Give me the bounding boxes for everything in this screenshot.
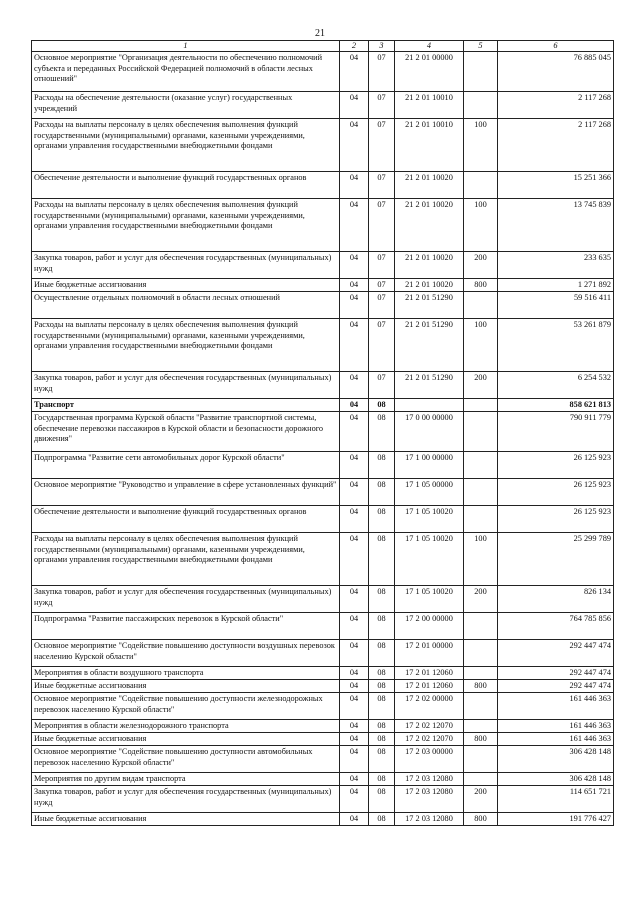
- amount-cell: 59 516 411: [498, 292, 614, 319]
- table-row: [32, 199, 614, 252]
- row-name-cell: Обеспечение деятельности и выполнение функций государственных органов: [32, 172, 340, 199]
- row-name-cell: Расходы на обеспечение деятельности (оказание услуг) государственных учреждений: [32, 92, 340, 119]
- section-code-cell: 04: [340, 172, 369, 199]
- subsection-code-cell: 07: [369, 92, 395, 119]
- column-number-header: 5: [464, 41, 498, 52]
- section-code-cell: 04: [340, 92, 369, 119]
- row-name-cell: Иные бюджетные ассигнования: [32, 813, 340, 826]
- table-row: [32, 452, 614, 479]
- table-row: [32, 786, 614, 813]
- section-code-cell: 04: [340, 452, 369, 479]
- target-article-cell: 21 2 01 10020: [395, 252, 464, 279]
- amount-cell: 15 251 366: [498, 172, 614, 199]
- table-row: [32, 319, 614, 372]
- target-article-cell: 17 1 05 10020: [395, 506, 464, 533]
- expense-type-cell: [464, 92, 498, 119]
- expense-type-cell: [464, 399, 498, 412]
- amount-cell: 76 885 045: [498, 52, 614, 92]
- subsection-code-cell: 08: [369, 773, 395, 786]
- section-code-cell: 04: [340, 412, 369, 452]
- amount-cell: 6 254 532: [498, 372, 614, 399]
- table-row: [32, 279, 614, 292]
- table-row: [32, 586, 614, 613]
- row-name-cell: Иные бюджетные ассигнования: [32, 279, 340, 292]
- target-article-cell: 17 1 05 00000: [395, 479, 464, 506]
- target-article-cell: 17 2 02 12070: [395, 733, 464, 746]
- amount-cell: 292 447 474: [498, 680, 614, 693]
- table-body: [32, 52, 614, 826]
- section-code-cell: 04: [340, 746, 369, 773]
- row-name-cell: Закупка товаров, работ и услуг для обеспечения государственных (муниципальных) нужд: [32, 786, 340, 813]
- expense-type-cell: 100: [464, 533, 498, 586]
- target-article-cell: [395, 399, 464, 412]
- expense-type-cell: [464, 452, 498, 479]
- table-row: [32, 412, 614, 452]
- subsection-code-cell: 07: [369, 279, 395, 292]
- section-code-cell: 04: [340, 399, 369, 412]
- amount-cell: 161 446 363: [498, 720, 614, 733]
- expense-type-cell: [464, 667, 498, 680]
- row-name-cell: Основное мероприятие "Организация деятельности по обеспечению полномочий субъекта и переданных Российской Федерацией полномочий в области лесных отношений": [32, 52, 340, 92]
- table-row: [32, 733, 614, 746]
- expense-type-cell: [464, 746, 498, 773]
- table-row: [32, 252, 614, 279]
- page-number: 21: [315, 28, 325, 39]
- table-row: [32, 479, 614, 506]
- column-number-header: 6: [498, 41, 614, 52]
- amount-cell: 826 134: [498, 586, 614, 613]
- expense-type-cell: [464, 479, 498, 506]
- target-article-cell: 17 2 03 00000: [395, 746, 464, 773]
- subsection-code-cell: 07: [369, 52, 395, 92]
- subsection-code-cell: 08: [369, 680, 395, 693]
- table-row: [32, 172, 614, 199]
- amount-cell: 2 117 268: [498, 92, 614, 119]
- section-code-cell: 04: [340, 292, 369, 319]
- amount-cell: 161 446 363: [498, 733, 614, 746]
- target-article-cell: 17 1 05 10020: [395, 533, 464, 586]
- amount-cell: 292 447 474: [498, 667, 614, 680]
- table-row: [32, 667, 614, 680]
- subsection-code-cell: 08: [369, 786, 395, 813]
- section-code-cell: 04: [340, 119, 369, 172]
- target-article-cell: 21 2 01 10010: [395, 119, 464, 172]
- subsection-code-cell: 08: [369, 693, 395, 720]
- target-article-cell: 21 2 01 51290: [395, 292, 464, 319]
- section-code-cell: 04: [340, 252, 369, 279]
- section-code-cell: 04: [340, 279, 369, 292]
- subsection-code-cell: 08: [369, 452, 395, 479]
- expense-type-cell: 100: [464, 319, 498, 372]
- target-article-cell: 21 2 01 51290: [395, 319, 464, 372]
- subsection-code-cell: 07: [369, 372, 395, 399]
- table-row: [32, 506, 614, 533]
- section-code-cell: 04: [340, 720, 369, 733]
- section-code-cell: 04: [340, 199, 369, 252]
- subsection-code-cell: 07: [369, 199, 395, 252]
- row-name-cell: Иные бюджетные ассигнования: [32, 680, 340, 693]
- subsection-code-cell: 07: [369, 292, 395, 319]
- row-name-cell: Подпрограмма "Развитие пассажирских перевозок в Курской области": [32, 613, 340, 640]
- row-name-cell: Основное мероприятие "Руководство и управление в сфере установленных функций": [32, 479, 340, 506]
- row-name-cell: Транспорт: [32, 399, 340, 412]
- table-row: [32, 680, 614, 693]
- table-row: [32, 813, 614, 826]
- row-name-cell: Основное мероприятие "Содействие повышению доступности железнодорожных перевозок населению Курской области": [32, 693, 340, 720]
- amount-cell: 25 299 789: [498, 533, 614, 586]
- expense-type-cell: 800: [464, 733, 498, 746]
- amount-cell: 292 447 474: [498, 640, 614, 667]
- table-row: [32, 52, 614, 92]
- expense-type-cell: 800: [464, 680, 498, 693]
- target-article-cell: 21 2 01 00000: [395, 52, 464, 92]
- amount-cell: 13 745 839: [498, 199, 614, 252]
- subsection-code-cell: 08: [369, 667, 395, 680]
- section-code-cell: 04: [340, 533, 369, 586]
- target-article-cell: 21 2 01 10020: [395, 279, 464, 292]
- amount-cell: 858 621 813: [498, 399, 614, 412]
- expense-type-cell: 100: [464, 119, 498, 172]
- table-row: [32, 640, 614, 667]
- amount-cell: 1 271 892: [498, 279, 614, 292]
- target-article-cell: 17 1 00 00000: [395, 452, 464, 479]
- amount-cell: 26 125 923: [498, 479, 614, 506]
- table-row: [32, 720, 614, 733]
- expense-type-cell: 200: [464, 252, 498, 279]
- target-article-cell: 17 2 01 00000: [395, 640, 464, 667]
- subsection-code-cell: 07: [369, 119, 395, 172]
- section-code-cell: 04: [340, 680, 369, 693]
- row-name-cell: Расходы на выплаты персоналу в целях обеспечения выполнения функций государственными (муниципальными) органами, казенными учреждениями, органами управления государственными внебюджетными фондами: [32, 119, 340, 172]
- target-article-cell: 17 0 00 00000: [395, 412, 464, 452]
- expense-type-cell: [464, 693, 498, 720]
- expense-type-cell: [464, 613, 498, 640]
- section-code-cell: 04: [340, 773, 369, 786]
- row-name-cell: Иные бюджетные ассигнования: [32, 733, 340, 746]
- subsection-code-cell: 08: [369, 412, 395, 452]
- table-row: [32, 746, 614, 773]
- section-code-cell: 04: [340, 667, 369, 680]
- subsection-code-cell: 07: [369, 319, 395, 372]
- subsection-code-cell: 08: [369, 640, 395, 667]
- expense-type-cell: [464, 773, 498, 786]
- amount-cell: 2 117 268: [498, 119, 614, 172]
- column-number-header: 1: [32, 41, 340, 52]
- row-name-cell: Закупка товаров, работ и услуг для обеспечения государственных (муниципальных) нужд: [32, 372, 340, 399]
- column-number-header: 3: [369, 41, 395, 52]
- section-code-cell: 04: [340, 319, 369, 372]
- section-code-cell: 04: [340, 813, 369, 826]
- amount-cell: 764 785 856: [498, 613, 614, 640]
- target-article-cell: 17 2 02 00000: [395, 693, 464, 720]
- subsection-code-cell: 08: [369, 479, 395, 506]
- target-article-cell: 17 2 00 00000: [395, 613, 464, 640]
- row-name-cell: Основное мероприятие "Содействие повышению доступности автомобильных перевозок населению Курской области": [32, 746, 340, 773]
- expense-type-cell: 800: [464, 279, 498, 292]
- table-row: [32, 372, 614, 399]
- row-name-cell: Закупка товаров, работ и услуг для обеспечения государственных (муниципальных) нужд: [32, 586, 340, 613]
- target-article-cell: 17 2 01 12060: [395, 667, 464, 680]
- target-article-cell: 17 2 02 12070: [395, 720, 464, 733]
- expense-type-cell: 200: [464, 586, 498, 613]
- target-article-cell: 21 2 01 10020: [395, 199, 464, 252]
- column-number-header: 4: [395, 41, 464, 52]
- table-row: [32, 292, 614, 319]
- target-article-cell: 21 2 01 51290: [395, 372, 464, 399]
- expense-type-cell: 100: [464, 199, 498, 252]
- expense-type-cell: 200: [464, 786, 498, 813]
- expense-type-cell: 800: [464, 813, 498, 826]
- amount-cell: 790 911 779: [498, 412, 614, 452]
- row-name-cell: Основное мероприятие "Содействие повышению доступности воздушных перевозок населению Курской области": [32, 640, 340, 667]
- row-name-cell: Государственная программа Курской области "Развитие транспортной системы, обеспечение перевозки пассажиров в Курской области и безопасности дорожного движения": [32, 412, 340, 452]
- row-name-cell: Мероприятия в области воздушного транспорта: [32, 667, 340, 680]
- table-row: [32, 773, 614, 786]
- row-name-cell: Осуществление отдельных полномочий в области лесных отношений: [32, 292, 340, 319]
- subsection-code-cell: 07: [369, 172, 395, 199]
- section-code-cell: 04: [340, 640, 369, 667]
- budget-table: [31, 40, 614, 826]
- subsection-code-cell: 08: [369, 746, 395, 773]
- amount-cell: 114 651 721: [498, 786, 614, 813]
- subsection-code-cell: 07: [369, 252, 395, 279]
- section-code-cell: 04: [340, 693, 369, 720]
- table-row: [32, 613, 614, 640]
- subsection-code-cell: 08: [369, 586, 395, 613]
- target-article-cell: 17 2 01 12060: [395, 680, 464, 693]
- target-article-cell: 17 1 05 10020: [395, 586, 464, 613]
- row-name-cell: Мероприятия в области железнодорожного транспорта: [32, 720, 340, 733]
- section-code-cell: 04: [340, 372, 369, 399]
- row-name-cell: Расходы на выплаты персоналу в целях обеспечения выполнения функций государственными (муниципальными) органами, казенными учреждениями, органами управления государственными внебюджетными фондами: [32, 319, 340, 372]
- target-article-cell: 17 2 03 12080: [395, 786, 464, 813]
- target-article-cell: 21 2 01 10010: [395, 92, 464, 119]
- section-code-cell: 04: [340, 613, 369, 640]
- amount-cell: 26 125 923: [498, 506, 614, 533]
- subsection-code-cell: 08: [369, 533, 395, 586]
- expense-type-cell: [464, 292, 498, 319]
- table-row: [32, 119, 614, 172]
- section-code-cell: 04: [340, 52, 369, 92]
- section-code-cell: 04: [340, 733, 369, 746]
- subsection-code-cell: 08: [369, 733, 395, 746]
- expense-type-cell: [464, 506, 498, 533]
- amount-cell: 191 776 427: [498, 813, 614, 826]
- amount-cell: 53 261 879: [498, 319, 614, 372]
- table-row: [32, 693, 614, 720]
- expense-type-cell: [464, 720, 498, 733]
- expense-type-cell: 200: [464, 372, 498, 399]
- section-code-cell: 04: [340, 586, 369, 613]
- target-article-cell: 17 2 03 12080: [395, 813, 464, 826]
- subsection-code-cell: 08: [369, 399, 395, 412]
- amount-cell: 233 635: [498, 252, 614, 279]
- row-name-cell: Расходы на выплаты персоналу в целях обеспечения выполнения функций государственными (муниципальными) органами, казенными учреждениями, органами управления государственными внебюджетными фондами: [32, 533, 340, 586]
- subsection-code-cell: 08: [369, 813, 395, 826]
- expense-type-cell: [464, 640, 498, 667]
- amount-cell: 26 125 923: [498, 452, 614, 479]
- amount-cell: 161 446 363: [498, 693, 614, 720]
- expense-type-cell: [464, 52, 498, 92]
- section-code-cell: 04: [340, 479, 369, 506]
- row-name-cell: Обеспечение деятельности и выполнение функций государственных органов: [32, 506, 340, 533]
- section-code-cell: 04: [340, 786, 369, 813]
- subsection-code-cell: 08: [369, 720, 395, 733]
- amount-cell: 306 428 148: [498, 746, 614, 773]
- expense-type-cell: [464, 172, 498, 199]
- column-number-row: [32, 41, 614, 52]
- row-name-cell: Мероприятия по другим видам транспорта: [32, 773, 340, 786]
- table-row: [32, 92, 614, 119]
- table-row: [32, 399, 614, 412]
- row-name-cell: Закупка товаров, работ и услуг для обеспечения государственных (муниципальных) нужд: [32, 252, 340, 279]
- row-name-cell: Расходы на выплаты персоналу в целях обеспечения выполнения функций государственными (муниципальными) органами, казенными учреждениями, органами управления государственными внебюджетными фондами: [32, 199, 340, 252]
- row-name-cell: Подпрограмма "Развитие сети автомобильных дорог Курской области": [32, 452, 340, 479]
- target-article-cell: 21 2 01 10020: [395, 172, 464, 199]
- amount-cell: 306 428 148: [498, 773, 614, 786]
- expense-type-cell: [464, 412, 498, 452]
- subsection-code-cell: 08: [369, 506, 395, 533]
- column-number-header: 2: [340, 41, 369, 52]
- section-code-cell: 04: [340, 506, 369, 533]
- target-article-cell: 17 2 03 12080: [395, 773, 464, 786]
- table-row: [32, 533, 614, 586]
- subsection-code-cell: 08: [369, 613, 395, 640]
